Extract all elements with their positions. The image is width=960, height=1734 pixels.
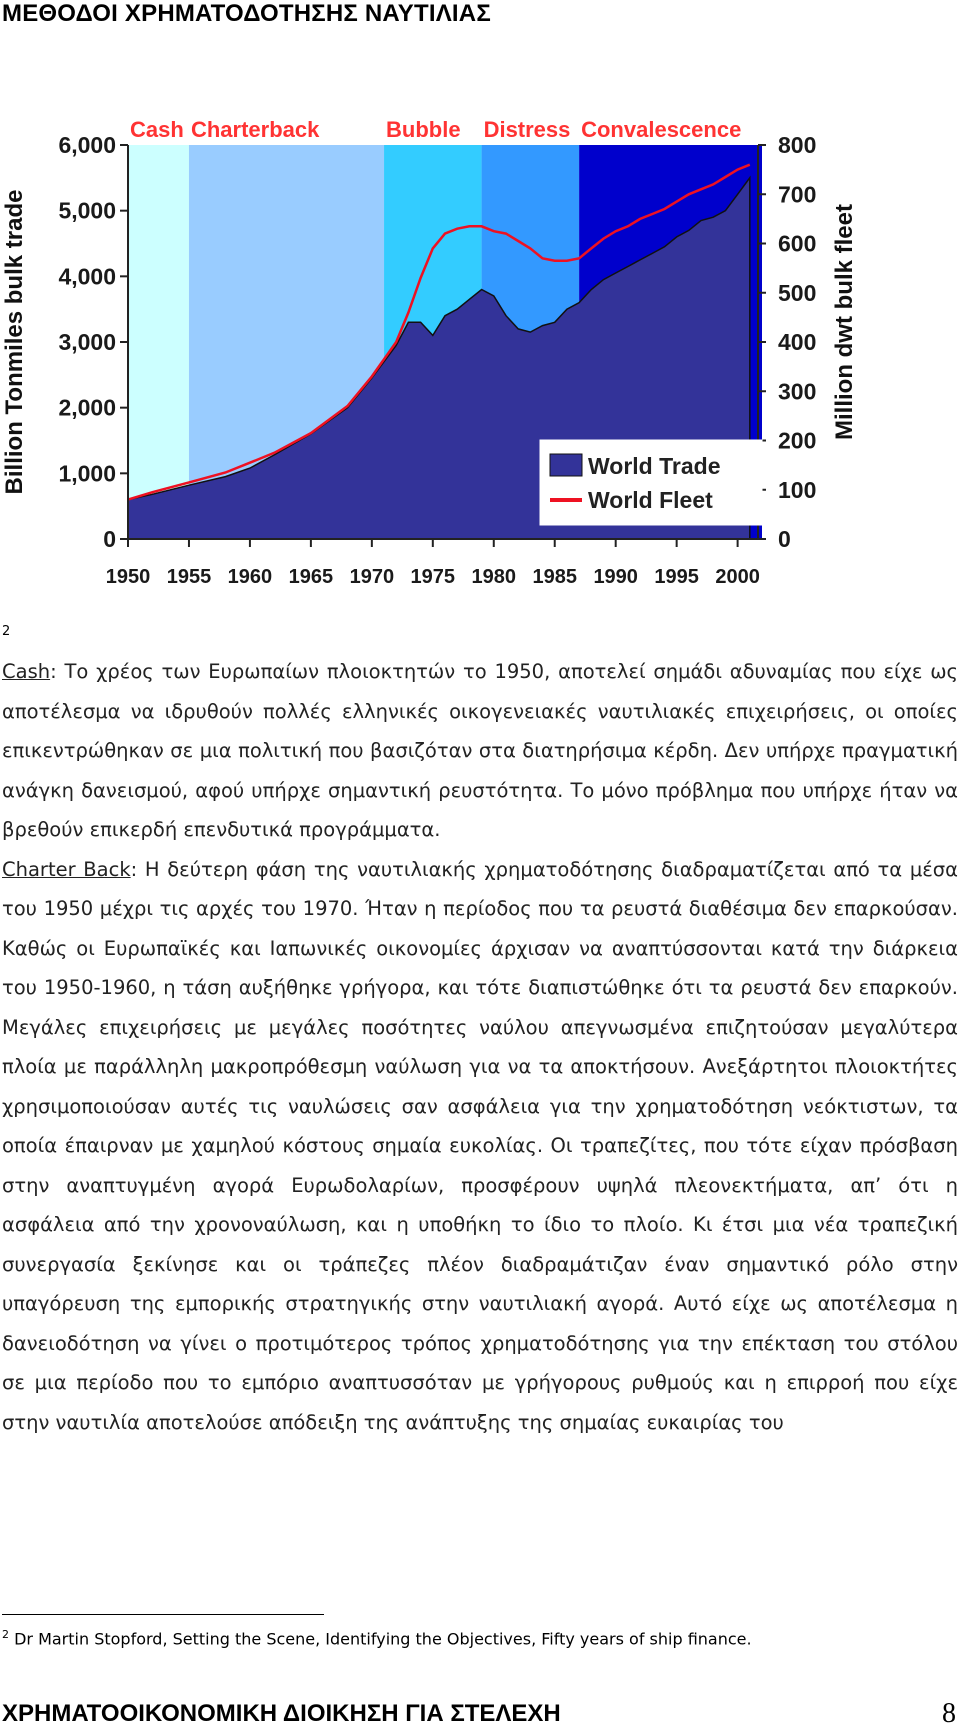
- right-tick-label: 500: [778, 279, 817, 306]
- legend-swatch-world-trade: [550, 454, 582, 476]
- right-axis-ticks: [758, 132, 816, 552]
- right-tick-label: 0: [778, 526, 791, 552]
- left-tick-label: 1,000: [58, 460, 116, 487]
- phase-label-cash: Cash: [130, 117, 184, 142]
- paragraph-cash: [2, 652, 958, 850]
- x-tick-label: 1970: [349, 566, 395, 588]
- x-tick-label: 2000: [715, 566, 760, 588]
- x-tick-label: 1980: [471, 566, 517, 588]
- page-header-title: ΜΕΘΟΔΟΙ ΧΡΗΜΑΤΟΔΟΤΗΣΗΣ ΝΑΥΤΙΛΙΑΣ: [2, 0, 491, 27]
- term-charter-back: Charter Back: [2, 857, 131, 881]
- x-tick-label: 1975: [410, 566, 456, 588]
- right-tick-label: 200: [778, 427, 817, 454]
- footnote-text: Dr Martin Stopford, Setting the Scene, Identifying the Objectives, Fifty years of ship finance.: [9, 1629, 752, 1649]
- right-tick-label: 700: [778, 181, 817, 208]
- x-tick-label: 1990: [593, 566, 638, 588]
- footnote-number: 2: [2, 1628, 9, 1641]
- right-tick-label: 400: [778, 329, 817, 355]
- footnote-reference: 2: [2, 624, 11, 639]
- left-tick-label: 6,000: [58, 132, 116, 158]
- left-tick-label: 4,000: [58, 263, 116, 290]
- paragraph-cash-text: : Το χρέος των Ευρωπαίων πλοιοκτητών το 1950, αποτελεί σημάδι αδυναμίας που είχε ως αποτέλεσμα να ιδρυθούν πολλές ελληνικές οικογενειακές ναυτιλιακές επιχειρήσεις, οι οποίες επικεντρώθηκαν σε μια πολιτική που βασιζόταν στα διατηρήσιμα κέρδη. Δεν υπήρχε πραγματική ανάγκη δανεισμού, αφού υπήρχε σημαντική ρευστότητα. Το μόνο πρόβλημα που υπήρχε ήταν να βρεθούν επικερδή επενδυτικά προγράμματα.: [2, 660, 958, 841]
- term-cash: Cash: [2, 660, 51, 683]
- x-tick-label: 1960: [227, 566, 273, 588]
- x-axis-ticks: [106, 539, 760, 588]
- left-axis-ticks: [58, 132, 128, 552]
- x-tick-label: 1985: [532, 566, 577, 588]
- trade-fleet-chart: [0, 105, 880, 605]
- right-tick-label: 600: [778, 230, 817, 257]
- footnote-separator: [2, 1614, 324, 1615]
- x-tick-label: 1965: [288, 566, 334, 588]
- legend-label-world-fleet: World Fleet: [588, 487, 713, 513]
- x-tick-label: 1955: [166, 566, 212, 588]
- phase-label-distress: Distress: [483, 117, 571, 142]
- legend-label-world-trade: World Trade: [588, 453, 721, 479]
- page-number: 8: [942, 1698, 956, 1729]
- footnote: [2, 1628, 958, 1648]
- body-text: [2, 652, 958, 1442]
- chart-legend: [540, 440, 762, 525]
- x-tick-label: 1995: [654, 566, 699, 588]
- right-tick-label: 800: [778, 132, 817, 158]
- phase-labels: [130, 117, 741, 142]
- right-tick-label: 100: [778, 476, 817, 503]
- left-tick-label: 2,000: [58, 394, 116, 421]
- paragraph-charter-back: [2, 850, 958, 1443]
- left-tick-label: 3,000: [58, 329, 116, 355]
- phase-band-cash: [128, 145, 189, 539]
- left-axis-label: Billion Tonmiles bulk trade: [1, 189, 28, 495]
- phase-label-bubble: Bubble: [386, 117, 461, 142]
- paragraph-charter-back-text: : Η δεύτερη φάση της ναυτιλιακής χρηματοδότησης διαδραματίζεται από τα μέσα του 1950 μέχρι τις αρχές του 1970. Ήταν η περίοδος που τα ρευστά διαθέσιμα δεν επαρκούσαν. Καθώς οι Ευρωπαϊκές και Ιαπωνικές οικονομίες άρχισαν να αναπτύσσονται κατά την διάρκεια του 1950-1960, η τάση αυξήθηκε γρήγορα, και τότε διαπιστώθηκε ότι τα ρευστά δεν επαρκούν. Μεγάλες επιχειρήσεις με μεγάλες ποσότητες ναύλου απεγνωσμένα επιζητούσαν μεγαλύτερα πλοία με παράλληλη μακροπρόθεσμη ναύλωση για να τα αποκτήσουν. Ανεξάρτητοι πλοιοκτήτες χρησιμοποιούσαν αυτές τις ναυλώσεις σαν ασφάλεια για την χρηματοδότηση νεόκτιστων, τα οποία έπαιρναν με χαμηλού κόστους σημαία ευκολίας. Οι τραπεζίτες, που τότε είχαν πρόσβαση στην αναπτυγμένη αγορά Ευρωδολαρίων, προσφέρουν υψηλά πλεονεκτήματα, απ’ ότι η ασφάλεια από την χρονοναύλωση, και η υποθήκη το ίδιο το πλοίο. Κι έτσι μια νέα τραπεζική συνεργασία ξεκίνησε και οι τράπεζες πλέον διαδραμάτιζαν έναν σημαντικό ρόλο στην υπαγόρευση της εμπορικής στρατηγικής στην ναυτιλιακή αγορά. Αυτό είχε ως αποτέλεσμα η δανειοδότηση να γίνει ο προτιμότερος τρόπος χρηματοδότησης για την επέκταση του στόλου σε μια περίοδο που το εμπόριο αναπτυσσόταν με γρήγορους ρυθμούς και η επιρροή που είχε στην ναυτιλία αποτελούσε απόδειξη της ανάπτυξης της σημαίας ευκαιρίας του: [2, 857, 958, 1434]
- phase-label-charterback: Charterback: [190, 117, 320, 142]
- left-tick-label: 5,000: [58, 197, 116, 224]
- left-tick-label: 0: [103, 526, 116, 552]
- page-footer-title: ΧΡΗΜΑΤΟΟΙΚΟΝΟΜΙΚΗ ΔΙΟΙΚΗΣΗ ΓΙΑ ΣΤΕΛΕΧΗ: [2, 1700, 561, 1727]
- right-axis-label: Million dwt bulk fleet: [831, 204, 858, 440]
- x-tick-label: 1950: [105, 566, 151, 588]
- right-tick-label: 300: [778, 378, 817, 405]
- phase-label-convalescence: Convalescence: [581, 117, 742, 142]
